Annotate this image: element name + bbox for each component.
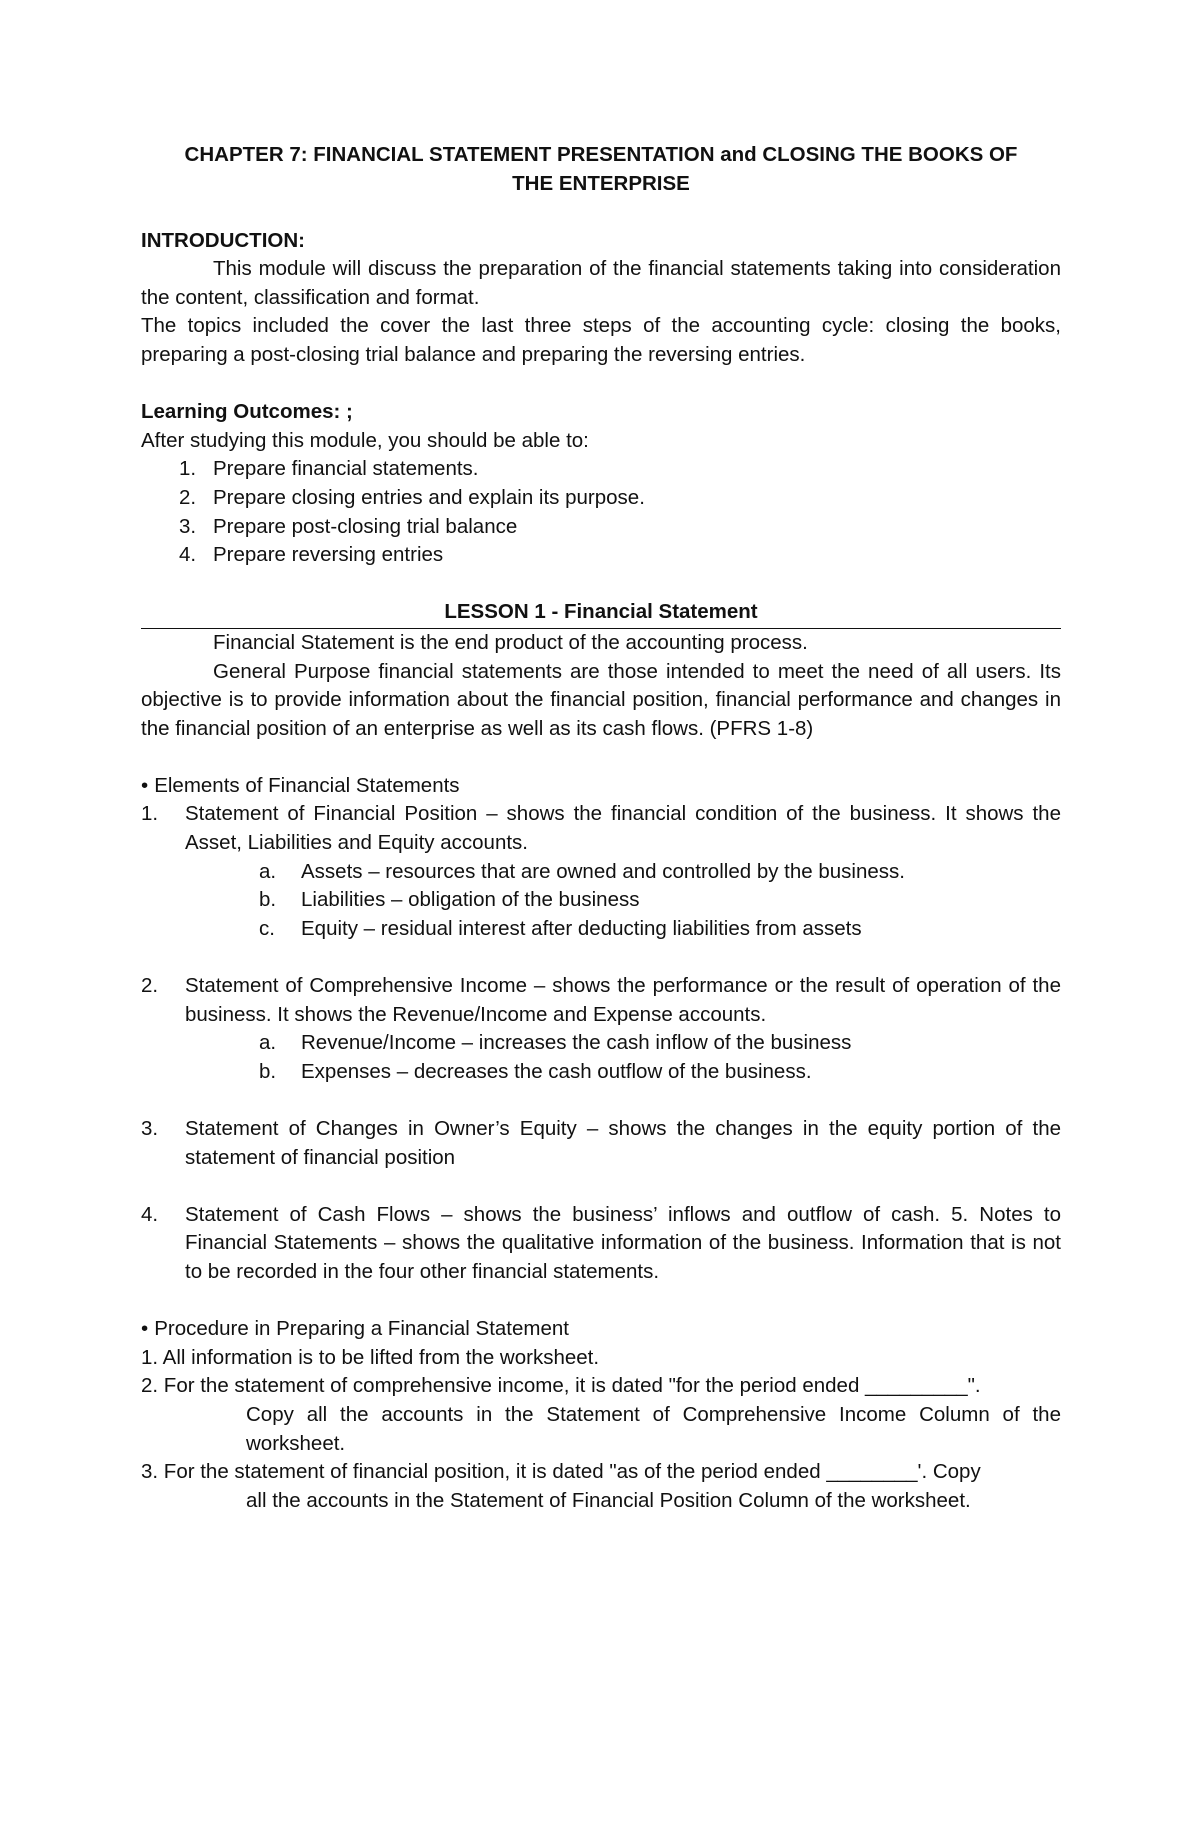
- introduction-heading: INTRODUCTION:: [141, 228, 305, 252]
- list-item: 1. Prepare financial statements.: [179, 457, 479, 481]
- procedure-step-3: 3. For the statement of financial position, it is dated "as of the period ended ________'. Copy: [141, 1460, 981, 1484]
- procedure-step-3-detail: all the accounts in the Statement of Financial Position Column of the worksheet.: [246, 1488, 971, 1512]
- element-item-1: 1. Statement of Financial Position – shows the financial condition of the business. It shows the Asset, Liabilities and Equity accounts.: [141, 802, 1061, 855]
- procedure-heading: • Procedure in Preparing a Financial Statement: [141, 1315, 1061, 1344]
- list-item: 3. Prepare post-closing trial balance: [179, 514, 518, 538]
- learning-outcomes-lead: After studying this module, you should be able to:: [141, 428, 589, 452]
- procedure-step-2: 2. For the statement of comprehensive income, it is dated "for the period ended _________".: [141, 1374, 981, 1398]
- chapter-title-line-1: CHAPTER 7: FINANCIAL STATEMENT PRESENTATION and CLOSING THE BOOKS OF: [184, 143, 1018, 166]
- list-item: a. Assets – resources that are owned and controlled by the business.: [259, 859, 905, 883]
- lesson-heading: LESSON 1 - Financial Statement: [141, 598, 1061, 629]
- list-item: b. Expenses – decreases the cash outflow of the business.: [259, 1059, 812, 1083]
- element-item-4: 4. Statement of Cash Flows – shows the business’ inflows and outflow of cash. 5. Notes to Financial Statements – shows the qualitative information of the business. Information that is not to be recorded in the four other financial statements.: [141, 1202, 1061, 1283]
- learning-outcomes-heading: Learning Outcomes: ;: [141, 400, 353, 424]
- element-item-2: 2. Statement of Comprehensive Income – shows the performance or the result of operation of the business. It shows the Revenue/Income and Expense accounts.: [141, 974, 1061, 1026]
- element-2-sublist: [141, 1029, 1061, 1086]
- procedure-step-1: 1. All information is to be lifted from the worksheet.: [141, 1345, 600, 1369]
- lesson-paragraph-2: General Purpose financial statements are those intended to meet the need of all users. Its objective is to provide information about the financial position, financial performance and changes in the financial position of an enterprise as well as its cash flows. (PFRS 1-8): [141, 659, 1061, 740]
- list-item: b. Liabilities – obligation of the business: [259, 888, 640, 912]
- list-item: a. Revenue/Income – increases the cash inflow of the business: [259, 1031, 852, 1055]
- list-item: 4. Prepare reversing entries: [179, 543, 444, 567]
- list-item: c. Equity – residual interest after deducting liabilities from assets: [259, 916, 862, 940]
- introduction-paragraph-1: This module will discuss the preparation of the financial statements taking into consideration the content, classification and format.: [141, 257, 1061, 309]
- chapter-title-line-2: THE ENTERPRISE: [512, 172, 690, 195]
- list-item: 2. Prepare closing entries and explain its purpose.: [179, 485, 645, 509]
- element-item-3: 3. Statement of Changes in Owner’s Equity – shows the changes in the equity portion of the statement of financial position: [141, 1117, 1061, 1169]
- procedure-step-2-detail: Copy all the accounts in the Statement of Comprehensive Income Column of the worksheet.: [246, 1402, 1061, 1455]
- document-body: [141, 140, 1061, 1515]
- introduction-paragraph-2: The topics included the cover the last three steps of the accounting cycle: closing the books, preparing a post-closing trial balance and preparing the reversing entries.: [141, 314, 1061, 366]
- lesson-paragraph-1: Financial Statement is the end product of the accounting process.: [213, 630, 808, 654]
- elements-heading: • Elements of Financial Statements: [141, 772, 1061, 801]
- element-1-sublist: [141, 858, 1061, 944]
- learning-outcomes-list: [141, 455, 1061, 569]
